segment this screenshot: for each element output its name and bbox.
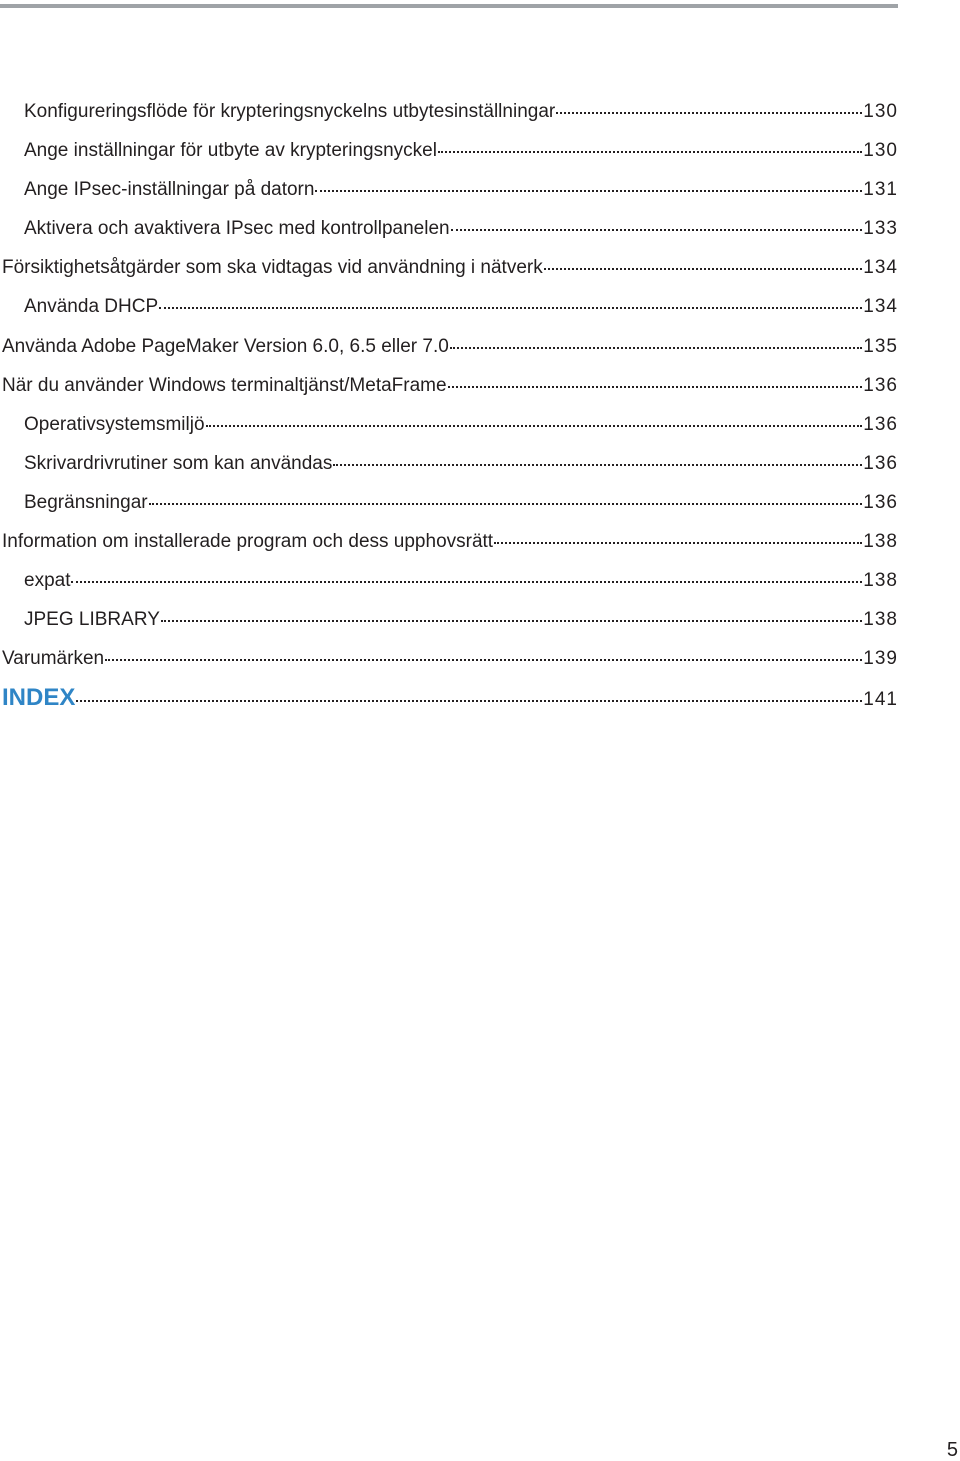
toc-entry[interactable] (0, 248, 898, 287)
toc-entry-page: 138 (863, 531, 898, 553)
dot-leader (556, 111, 862, 114)
toc-entry-title: Försiktighetsåtgärder som ska vidtagas vid användning i nätverk (2, 257, 543, 279)
dot-leader (450, 346, 862, 349)
dot-leader (451, 228, 863, 231)
toc-entry-page: 134 (863, 296, 898, 318)
dot-leader (315, 189, 862, 192)
table-of-contents (0, 92, 898, 718)
toc-entry-title: Skrivardrivrutiner som kan användas (24, 452, 333, 474)
toc-entry[interactable] (0, 170, 898, 209)
toc-entry-page: 135 (863, 335, 898, 357)
toc-entry-index[interactable] (0, 678, 898, 717)
dot-leader (206, 424, 863, 427)
toc-entry-page: 136 (863, 452, 898, 474)
dot-leader (448, 385, 863, 388)
toc-entry[interactable] (0, 92, 898, 131)
dot-leader (161, 619, 862, 622)
toc-entry-title: Information om installerade program och dess upphovsrätt (2, 531, 494, 553)
toc-entry-page: 131 (863, 179, 898, 201)
page-number: 5 (946, 1439, 958, 1461)
toc-entry[interactable] (0, 522, 898, 561)
toc-entry-page: 139 (863, 648, 898, 670)
toc-entry-page: 134 (863, 257, 898, 279)
toc-entry[interactable] (0, 209, 898, 248)
toc-entry[interactable] (0, 287, 898, 326)
toc-entry-title: Använda DHCP (24, 296, 159, 318)
dot-leader (76, 699, 862, 702)
toc-entry-title: JPEG LIBRARY (24, 609, 160, 631)
toc-entry[interactable] (0, 600, 898, 639)
toc-entry-page: 141 (863, 689, 898, 711)
toc-entry-page: 138 (863, 609, 898, 631)
toc-entry[interactable] (0, 366, 898, 405)
header-rule (0, 4, 898, 8)
toc-entry[interactable] (0, 131, 898, 170)
toc-entry-page: 136 (863, 413, 898, 435)
toc-entry-page: 130 (863, 101, 898, 122)
toc-entry-title: Använda Adobe PageMaker Version 6.0, 6.5 eller 7.0 (2, 335, 449, 357)
toc-entry-title: När du använder Windows terminaltjänst/MetaFrame (2, 374, 447, 396)
toc-entry-title: Konfigureringsflöde för krypteringsnyckelns utbytesinställningar (24, 101, 556, 122)
toc-entry-page: 136 (863, 374, 898, 396)
toc-entry-title: Aktivera och avaktivera IPsec med kontrollpanelen (24, 218, 450, 240)
toc-entry-title: expat (24, 570, 71, 592)
dot-leader (71, 580, 862, 583)
toc-entry-page: 138 (863, 570, 898, 592)
toc-entry-title: Varumärken (2, 648, 105, 670)
toc-entry-title: INDEX (2, 684, 76, 712)
dot-leader (438, 150, 862, 153)
toc-entry[interactable] (0, 561, 898, 600)
dot-leader (105, 658, 862, 661)
toc-entry-title: Ange inställningar för utbyte av krypteringsnyckel (24, 140, 437, 162)
toc-entry[interactable] (0, 405, 898, 444)
toc-entry-page: 136 (863, 491, 898, 513)
dot-leader (494, 541, 862, 544)
toc-entry[interactable] (0, 327, 898, 366)
dot-leader (544, 267, 863, 270)
dot-leader (333, 463, 862, 466)
toc-entry-title: Operativsystemsmiljö (24, 413, 205, 435)
toc-entry[interactable] (0, 444, 898, 483)
toc-entry-title: Ange IPsec-inställningar på datorn (24, 179, 315, 201)
dot-leader (149, 502, 863, 505)
dot-leader (159, 306, 862, 309)
toc-entry-page: 130 (863, 140, 898, 162)
toc-entry-title: Begränsningar (24, 491, 148, 513)
toc-entry-page: 133 (863, 218, 898, 240)
toc-entry[interactable] (0, 483, 898, 522)
toc-entry[interactable] (0, 639, 898, 678)
